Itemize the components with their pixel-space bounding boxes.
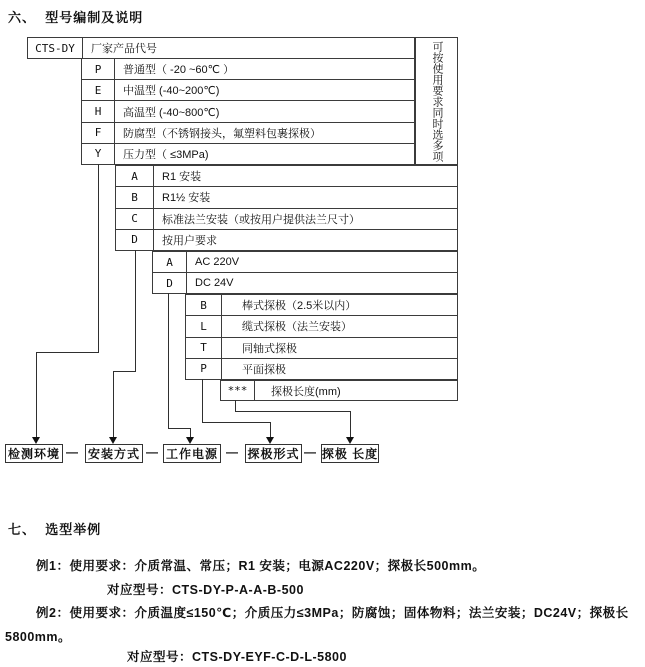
desc-cell: 探极长度(mm) <box>271 385 341 398</box>
table-row <box>82 122 414 143</box>
code-cell: B <box>116 187 154 207</box>
table-row <box>186 358 457 379</box>
side-note-cell <box>415 37 458 165</box>
product-code-table <box>27 37 415 59</box>
table-row <box>116 229 457 250</box>
connector-line <box>350 411 351 437</box>
dash-separator: — <box>226 445 238 459</box>
connector-line <box>36 352 37 437</box>
dash-separator: — <box>66 445 78 459</box>
connector-line <box>235 400 236 411</box>
code-cell: P <box>82 59 115 79</box>
code-cell: B <box>186 295 222 315</box>
product-code-cell: CTS-DY <box>28 38 83 58</box>
product-code-label-cell: 厂家产品代号 <box>91 43 157 55</box>
code-cell: D <box>153 273 187 293</box>
label-install-method: 安装方式 <box>85 444 143 463</box>
table-row <box>186 337 457 358</box>
table-row <box>116 208 457 229</box>
table-row <box>116 186 457 207</box>
label-probe-form: 探极形式 <box>245 444 302 463</box>
connector-line <box>135 250 136 371</box>
table-row <box>82 143 414 164</box>
code-cell: L <box>186 316 222 336</box>
probe-form-table <box>185 294 458 380</box>
connector-line <box>202 379 203 422</box>
code-cell: C <box>116 209 154 229</box>
table-row <box>82 79 414 100</box>
dash-separator: — <box>304 445 316 459</box>
code-cell: E <box>82 80 115 100</box>
section-6-heading: 六、 型号编制及说明 <box>8 10 144 25</box>
connector-line <box>113 371 114 437</box>
connector-line <box>270 422 271 437</box>
code-cell: *** <box>221 381 255 400</box>
connector-line <box>202 422 271 423</box>
desc-cell: 按用户要求 <box>162 234 217 247</box>
connector-line <box>168 428 191 429</box>
desc-cell: R1 安装 <box>162 171 202 184</box>
desc-cell: 同轴式探极 <box>242 342 297 355</box>
table-row <box>116 166 457 186</box>
table-row <box>153 252 457 272</box>
section-7-heading: 七、 选型举例 <box>8 522 102 537</box>
table-row <box>221 381 457 400</box>
power-table <box>152 251 458 294</box>
side-note-text: 可按使用要求同时选多项 <box>431 40 443 162</box>
code-cell: Y <box>82 144 115 164</box>
desc-cell: 高温型 (-40~800℃) <box>123 106 220 119</box>
dash-separator: — <box>146 445 158 459</box>
env-type-table <box>81 58 415 165</box>
arrow-down-icon <box>186 437 194 444</box>
example-2-requirements: 例2：使用要求：介质温度≤150℃；介质压力≤3MPa；防腐蚀；固体物料；法兰安装；DC24V；探极长 <box>36 606 629 620</box>
desc-cell: DC 24V <box>195 277 234 289</box>
arrow-down-icon <box>109 437 117 444</box>
example-2-requirements-cont: 5800mm。 <box>5 630 72 644</box>
example-2-model: 对应型号：CTS-DY-EYF-C-D-L-5800 <box>127 650 347 664</box>
arrow-down-icon <box>346 437 354 444</box>
table-row <box>186 315 457 336</box>
code-cell: T <box>186 338 222 358</box>
install-type-table <box>115 165 458 251</box>
connector-line <box>235 411 351 412</box>
desc-cell: R1½ 安装 <box>162 192 211 205</box>
code-cell: A <box>116 166 154 186</box>
label-power-supply: 工作电源 <box>163 444 221 463</box>
connector-line <box>190 428 191 437</box>
desc-cell: AC 220V <box>195 256 240 268</box>
desc-cell: 标准法兰安装（或按用户提供法兰尺寸） <box>162 213 360 226</box>
desc-cell: 棒式探极（2.5米以内） <box>242 300 357 313</box>
code-cell: D <box>116 230 154 250</box>
example-1-requirements: 例1：使用要求：介质常温、常压；R1 安装；电源AC220V；探极长500mm。 <box>36 559 486 573</box>
desc-cell: 压力型（ ≤3MPa) <box>123 148 209 161</box>
desc-cell: 中温型 (-40~200℃) <box>123 85 220 98</box>
table-row <box>28 38 414 58</box>
table-row <box>82 59 414 79</box>
desc-cell: 平面探极 <box>242 363 286 376</box>
table-row <box>82 100 414 121</box>
code-cell: P <box>186 359 222 379</box>
arrow-down-icon <box>32 437 40 444</box>
label-probe-length: 探极 长度 <box>321 444 379 463</box>
connector-line <box>36 352 99 353</box>
connector-line <box>113 371 136 372</box>
arrow-down-icon <box>266 437 274 444</box>
code-cell: A <box>153 252 187 272</box>
table-row <box>153 272 457 293</box>
example-1-model: 对应型号：CTS-DY-P-A-A-B-500 <box>107 583 304 597</box>
probe-length-table <box>220 380 458 401</box>
desc-cell: 普通型（ -20 ~60℃ ） <box>123 64 235 77</box>
table-row <box>186 295 457 315</box>
code-cell: F <box>82 123 115 143</box>
code-cell: H <box>82 101 115 121</box>
desc-cell: 缆式探极（法兰安装） <box>242 321 352 334</box>
connector-line <box>168 293 169 428</box>
connector-line <box>98 164 99 352</box>
label-detection-env: 检测环境 <box>5 444 63 463</box>
desc-cell: 防腐型（不锈钢接头，氟塑料包裹探极） <box>123 127 321 140</box>
